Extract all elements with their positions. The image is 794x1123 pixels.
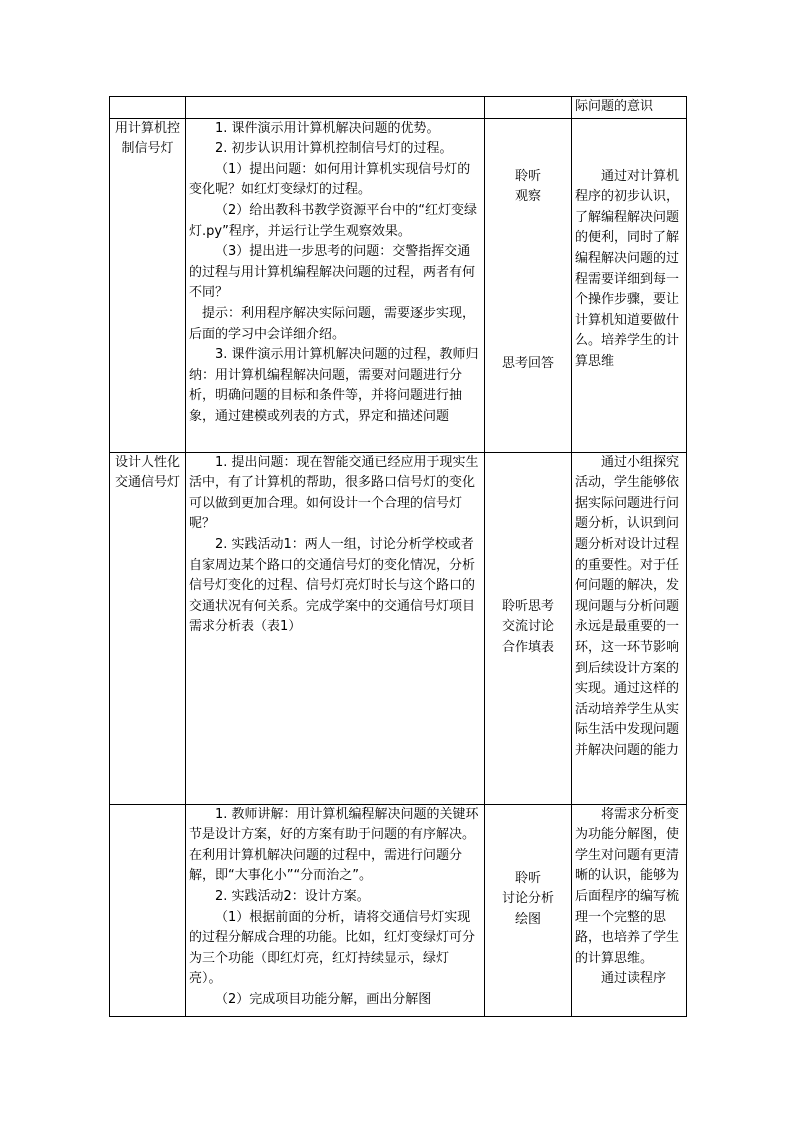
purpose-cell xyxy=(572,804,687,1016)
method-cell xyxy=(485,97,572,119)
method-line: 观察 xyxy=(514,189,541,205)
method-line: 思考回答 xyxy=(501,355,554,371)
table-row xyxy=(110,97,687,119)
content-line: 2. 初步认识用计算机控制信号灯的过程。 xyxy=(215,141,453,157)
method-line: 聆听思考 xyxy=(501,598,554,614)
content-line: （2）完成项目功能分解，画出分解图 xyxy=(215,991,432,1007)
content-cell xyxy=(186,804,485,1016)
content-line: （2）给出教科书教学资源平台中的“红灯变绿灯.py”程序，并运行让学生观察效果。 xyxy=(189,202,478,239)
method-cell xyxy=(485,804,572,1016)
purpose-cell xyxy=(572,452,687,804)
section-title: 设计人性化交通信号灯 xyxy=(114,454,180,491)
section-cell xyxy=(110,452,186,804)
purpose-cell xyxy=(572,118,687,452)
section-cell xyxy=(110,804,186,1016)
table-row xyxy=(110,118,687,452)
method-cell xyxy=(485,118,572,452)
method-line: 交流讨论 xyxy=(501,619,554,635)
purpose-text: 将需求分析变为功能分解图，使学生对问题有更清晰的认识，能够为后面程序的编写梳理一个完整的思路，也培养了学生的计算思维。 xyxy=(575,806,680,966)
section-cell xyxy=(110,118,186,452)
lesson-plan-table xyxy=(109,96,687,1017)
content-cell xyxy=(186,97,485,119)
content-line: （1）根据前面的分析，请将交通信号灯实现的过程分解成合理的功能。比如，红灯变绿灯可分为三个功能（即红灯亮，红灯持续显示，绿灯亮）。 xyxy=(189,909,476,987)
content-cell xyxy=(186,452,485,804)
method-line: 聆听 xyxy=(514,870,541,886)
content-line: 1. 提出问题：现在智能交通已经应用于现实生活中，有了计算机的帮助，很多路口信号灯的变化可以做到更加合理。如何设计一个合理的信号灯呢？ xyxy=(189,454,479,532)
content-line: 提示：利用程序解决实际问题，需要逐步实现，后面的学习中会详细介绍。 xyxy=(189,305,476,342)
purpose-cell xyxy=(572,97,687,119)
content-cell xyxy=(186,118,485,452)
section-cell xyxy=(110,97,186,119)
content-line: 1. 教师讲解：用计算机编程解决问题的关键环节是设计方案，好的方案有助于问题的有序解决。在利用计算机解决问题的过程中，需进行问题分解，即“大事化小”“分而治之”。 xyxy=(189,806,479,884)
method-line: 绘图 xyxy=(514,911,541,927)
content-line: 1. 课件演示用计算机解决问题的优势。 xyxy=(215,120,440,136)
purpose-text: 通过读程序 xyxy=(601,971,667,987)
table-row xyxy=(110,452,687,804)
purpose-text: 际问题的意识 xyxy=(575,99,654,114)
purpose-text: 通过小组探究活动，学生能够依据实际问题进行问题分析，认识到问题分析对设计过程的重要性。对于任何问题的解决，发现问题与分析问题永远是最重要的一环，这一环节影响到后续设计方案的实现。通过这样的活动培养学生从实际生活中发现问题并解决问题的能力 xyxy=(575,454,680,758)
method-cell xyxy=(485,452,572,804)
section-title: 用计算机控制信号灯 xyxy=(114,120,180,157)
method-line: 聆听 xyxy=(514,168,541,184)
table-row xyxy=(110,804,687,1016)
method-line: 合作填表 xyxy=(501,639,554,655)
content-line: （1）提出问题：如何用计算机实现信号灯的变化呢？如红灯变绿灯的过程。 xyxy=(189,161,471,198)
content-line: 2. 实践活动1：两人一组，讨论分析学校或者自家周边某个路口的交通信号灯的变化情况，分析信号灯变化的过程、信号灯亮灯时长与这个路口的交通状况有何关系。完成学案中的交通信号灯项目需求分析表（表1） xyxy=(189,536,476,635)
method-line: 讨论分析 xyxy=(501,891,554,907)
purpose-text: 通过对计算机程序的初步认识，了解编程解决问题的便利，同时了解编程解决问题的过程需要详细到每一个操作步骤，要让计算机知道要做什么。培养学生的计算思维 xyxy=(575,168,680,369)
content-line: 3. 课件演示用计算机解决问题的过程，教师归纳：用计算机编程解决问题，需要对问题进行分析，明确问题的目标和条件等，并将问题进行抽象，通过建模或列表的方式，界定和描述问题 xyxy=(189,347,479,424)
content-line: 2. 实践活动2：设计方案。 xyxy=(215,888,370,904)
content-line: （3）提出进一步思考的问题：交警指挥交通的过程与用计算机编程解决问题的过程，两者有何不同？ xyxy=(189,244,476,301)
